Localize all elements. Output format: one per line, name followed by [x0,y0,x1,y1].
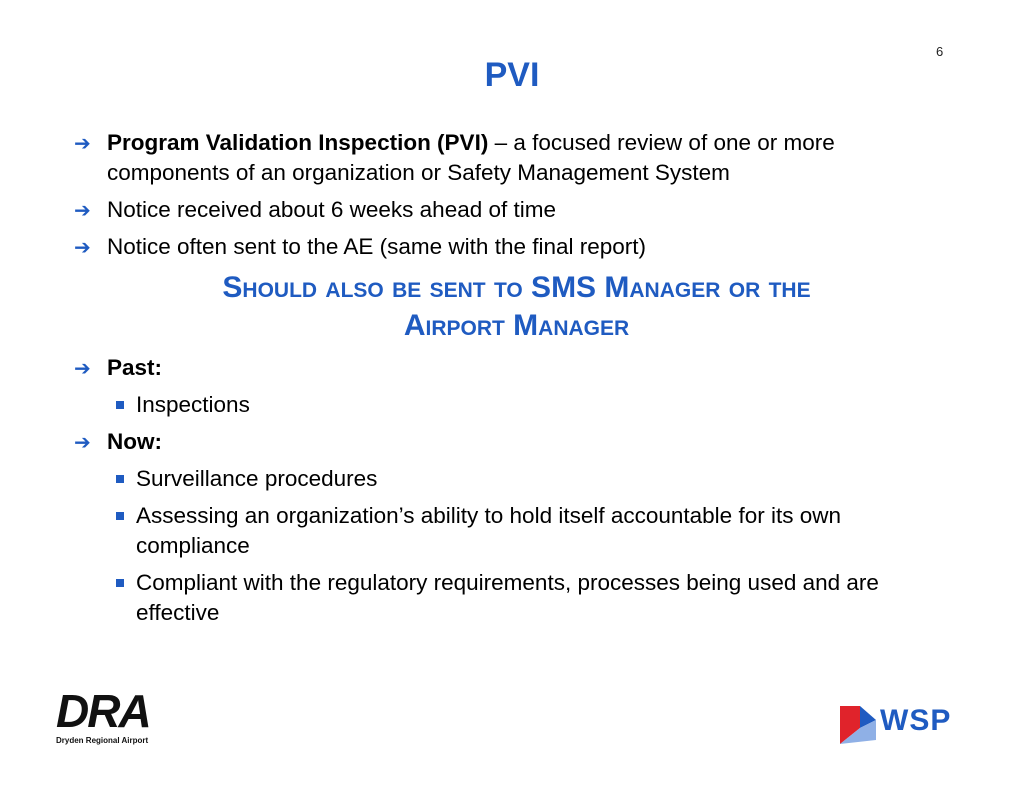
sub-bullet-text: Assessing an organization’s ability to hold itself accountable for its own compliance [136,503,841,558]
slide-content [74,128,959,635]
arrow-right-icon: ➔ [74,356,91,380]
arrow-right-icon: ➔ [74,235,91,259]
dra-logo-mark: DRA [56,685,150,737]
bullet-notice-sent [74,232,959,262]
square-bullet-icon [116,401,124,409]
past-label: Past: [107,355,163,380]
slide-title: PVI [484,56,540,94]
wsp-logo [836,700,966,750]
sub-bullet-text: Compliant with the regulatory requirements, processes being used and are effective [136,570,879,625]
arrow-right-icon: ➔ [74,198,91,222]
callout-line-2: Airport Manager [403,309,630,342]
arrow-right-icon: ➔ [74,131,91,155]
callout-heading [74,269,959,345]
square-bullet-icon [116,512,124,520]
sub-bullet-assessing [74,501,959,561]
bullet-pvi-definition [74,128,959,188]
arrow-right-icon: ➔ [74,430,91,454]
bullet-past [74,353,959,383]
pvi-term: Program Validation Inspection (PVI) [107,130,489,155]
dra-logo [56,685,176,752]
bullet-notice-received [74,195,959,225]
sub-bullet-surveillance [74,464,959,494]
sub-bullet-text: Surveillance procedures [136,466,378,491]
sub-bullet-compliant [74,568,959,628]
wsp-logo-text: WSP [880,704,952,737]
slide-number: 6 [936,44,944,59]
sub-bullet-text: Inspections [136,392,250,417]
bullet-text: Notice received about 6 weeks ahead of time [107,197,557,222]
square-bullet-icon [116,579,124,587]
sub-bullet-inspections [74,390,959,420]
now-label: Now: [107,429,162,454]
wsp-emblem-icon [836,700,878,746]
square-bullet-icon [116,475,124,483]
bullet-text: Notice often sent to the AE (same with the final report) [107,234,647,259]
dra-logo-caption: Dryden Regional Airport [56,736,149,745]
bullet-now [74,427,959,457]
pvi-definition: – a focused review of one or more components of an organization or Safety Management System [107,130,835,185]
callout-line-1: Should also be sent to SMS Manager or the [222,271,811,304]
